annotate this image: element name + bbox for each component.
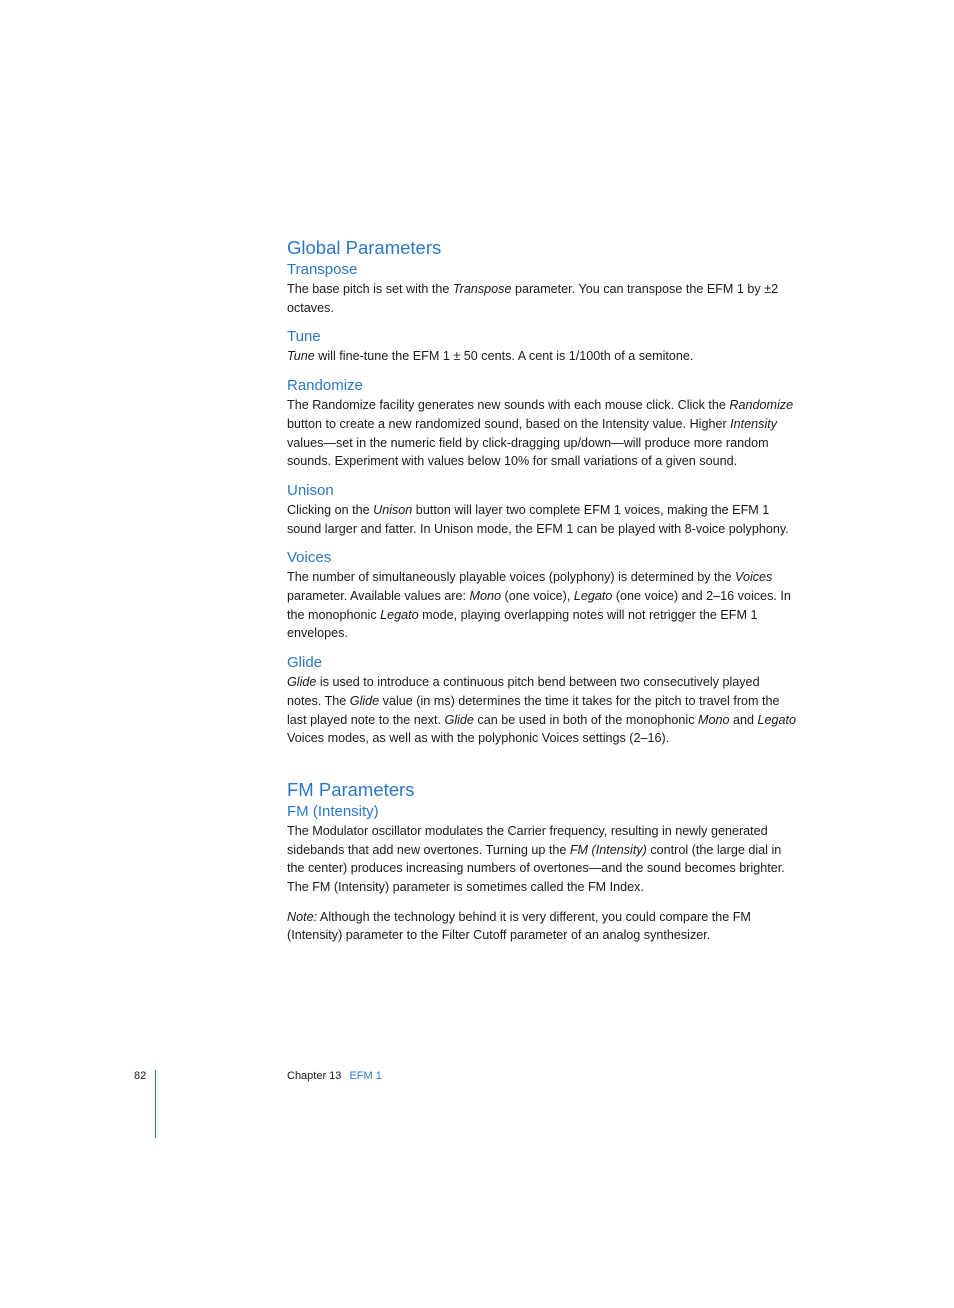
page-number: 82 (134, 1070, 147, 1082)
heading-glide: Glide (287, 654, 323, 672)
heading-randomize: Randomize (287, 377, 363, 395)
chapter-title: EFM 1 (349, 1070, 382, 1082)
paragraph-glide: Glide is used to introduce a continuous pitch bend between two consecutively played notes. The Glide value (in ms) determines the time it takes for the pitch to travel from the last played note to the next. Glide can be used in both of the monophonic Mono and Legato Voices modes, as well as with the polyphonic Voices settings (2–16). (287, 675, 797, 746)
paragraph-fm-intensity: The Modulator oscillator modulates the Carrier frequency, resulting in newly generated sidebands that add new overtones. Turning up the FM (Intensity) control (the large dial in the center) produces increasing numbers of overtones—and the sound becomes brighter. The FM (Intensity) parameter is sometimes called the FM Index. (287, 823, 785, 895)
paragraph-voices: The number of simultaneously playable voices (polyphony) is determined by the Voices parameter. Available values are: Mono (one voice), Legato (one voice) and 2–16 voices. In the monophonic Legato mode, playing overlapping notes will not retrigger the EFM 1 envelopes. (287, 570, 791, 641)
paragraph-transpose: The base pitch is set with the Transpose parameter. You can transpose the EFM 1 by ±2 octaves. (287, 282, 779, 315)
paragraph-randomize: The Randomize facility generates new sounds with each mouse click. Click the Randomize button to create a new randomized sound, based on the Intensity value. Higher Intensity values—set in the numeric field by click-dragging up/down—will produce more random sounds. Experiment with values below 10% for small variations of a given sound. (287, 398, 794, 469)
footer-divider (155, 1070, 156, 1138)
heading-unison: Unison (287, 481, 334, 499)
section-title-global: Global Parameters (287, 237, 442, 258)
heading-transpose: Transpose (287, 261, 358, 278)
note-paragraph: Note: Although the technology behind it is very different, you could compare the FM (Intensity) parameter to the Filter Cutoff parameter of an analog synthesizer. (287, 909, 751, 943)
paragraph-tune: Tune will fine-tune the EFM 1 ± 50 cents. A cent is 1/100th of a semitone. (287, 349, 694, 364)
footer-chapter (287, 1070, 382, 1082)
page-content (287, 236, 797, 945)
section-title-fm: FM Parameters (287, 778, 415, 800)
paragraph-unison: Clicking on the Unison button will layer two complete EFM 1 voices, making the EFM 1 sound larger and fatter. In Unison mode, the EFM 1 can be played with 8-voice polyphony. (287, 502, 789, 536)
heading-voices: Voices (287, 549, 332, 567)
note-label: Note: (287, 909, 318, 924)
chapter-label: Chapter 13 (287, 1070, 342, 1082)
heading-fm-intensity: FM (Intensity) (287, 802, 379, 820)
heading-tune: Tune (287, 328, 321, 346)
